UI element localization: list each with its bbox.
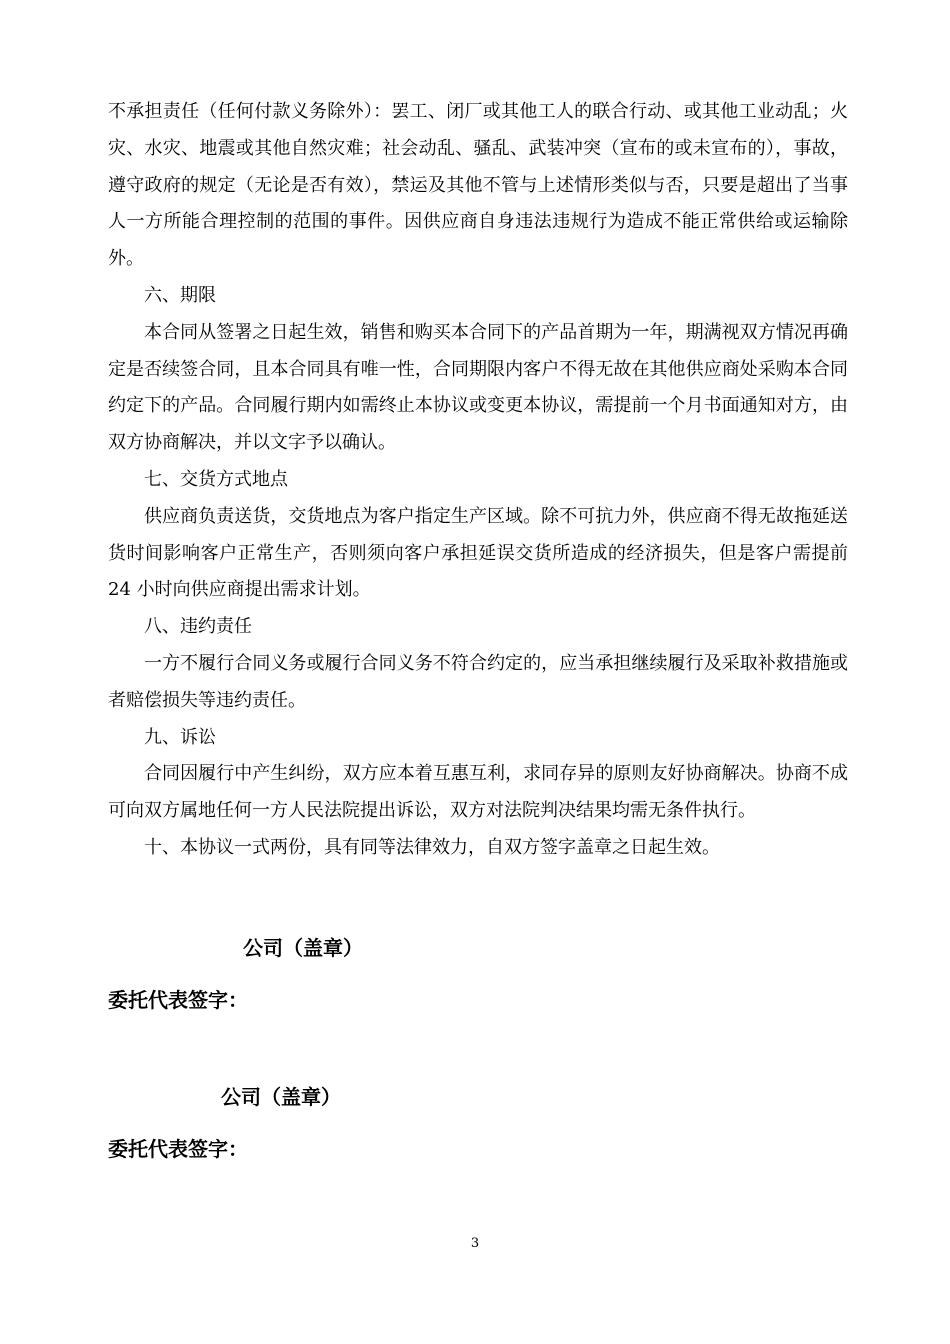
section-heading-litigation: 九、诉讼 (144, 726, 216, 748)
term-paragraph: 本合同从签署之日起生效，销售和购买本合同下的产品首期为一年，期满视双方情况再确定是否续签合同，且本合同具有唯一性，合同期限内客户不得无故在其他供应商处采购本合同约定下的产品。合同履行期内如需终止本协议或变更本协议，需提前一个月书面通知对方，由双方协商解决，并以文字予以确认。 (108, 321, 848, 454)
litigation-paragraph: 合同因履行中产生纠纷，双方应本着互惠互利，求同存异的原则友好协商解决。协商不成可向双方属地任何一方人民法院提出诉讼，双方对法院判决结果均需无条件执行。 (108, 763, 848, 822)
signature-company-2: 公司（盖章） (221, 1085, 341, 1109)
signature-delegate-2: 委托代表签字： (108, 1137, 248, 1161)
delivery-paragraph: 供应商负责送货，交货地点为客户指定生产区域。除不可抗力外，供应商不得无故拖延送货时间影响客户正常生产，否则须向客户承担延误交货所造成的经济损失，但是客户需提前 24 小时向供应商提出需求计划。 (108, 505, 848, 601)
section-heading-breach: 八、违约责任 (144, 616, 252, 638)
breach-paragraph: 一方不履行合同义务或履行合同义务不符合约定的，应当承担继续履行及采取补救措施或者赔偿损失等违约责任。 (108, 652, 848, 711)
section-heading-term: 六、期限 (144, 284, 216, 306)
page-number: 3 (470, 1236, 480, 1251)
section-heading-delivery: 七、交货方式地点 (144, 468, 288, 490)
force-majeure-continuation: 不承担责任（任何付款义务除外）：罢工、闭厂或其他工人的联合行动、或其他工业动乱；火灾、水灾、地震或其他自然灾难；社会动乱、骚乱、武装冲突（宣布的或未宣布的），事故，遵守政府的规定（无论是否有效），禁运及其他不管与上述情形类似与否，只要是超出了当事人一方所能合理控制的范围的事件。因供应商自身违法违规行为造成不能正常供给或运输除外。 (108, 101, 848, 270)
signature-delegate-1: 委托代表签字： (108, 988, 248, 1012)
contract-body (108, 94, 848, 867)
effectiveness-clause: 十、本协议一式两份，具有同等法律效力，自双方签字盖章之日起生效。 (144, 836, 720, 858)
signature-company-1: 公司（盖章） (243, 936, 363, 960)
